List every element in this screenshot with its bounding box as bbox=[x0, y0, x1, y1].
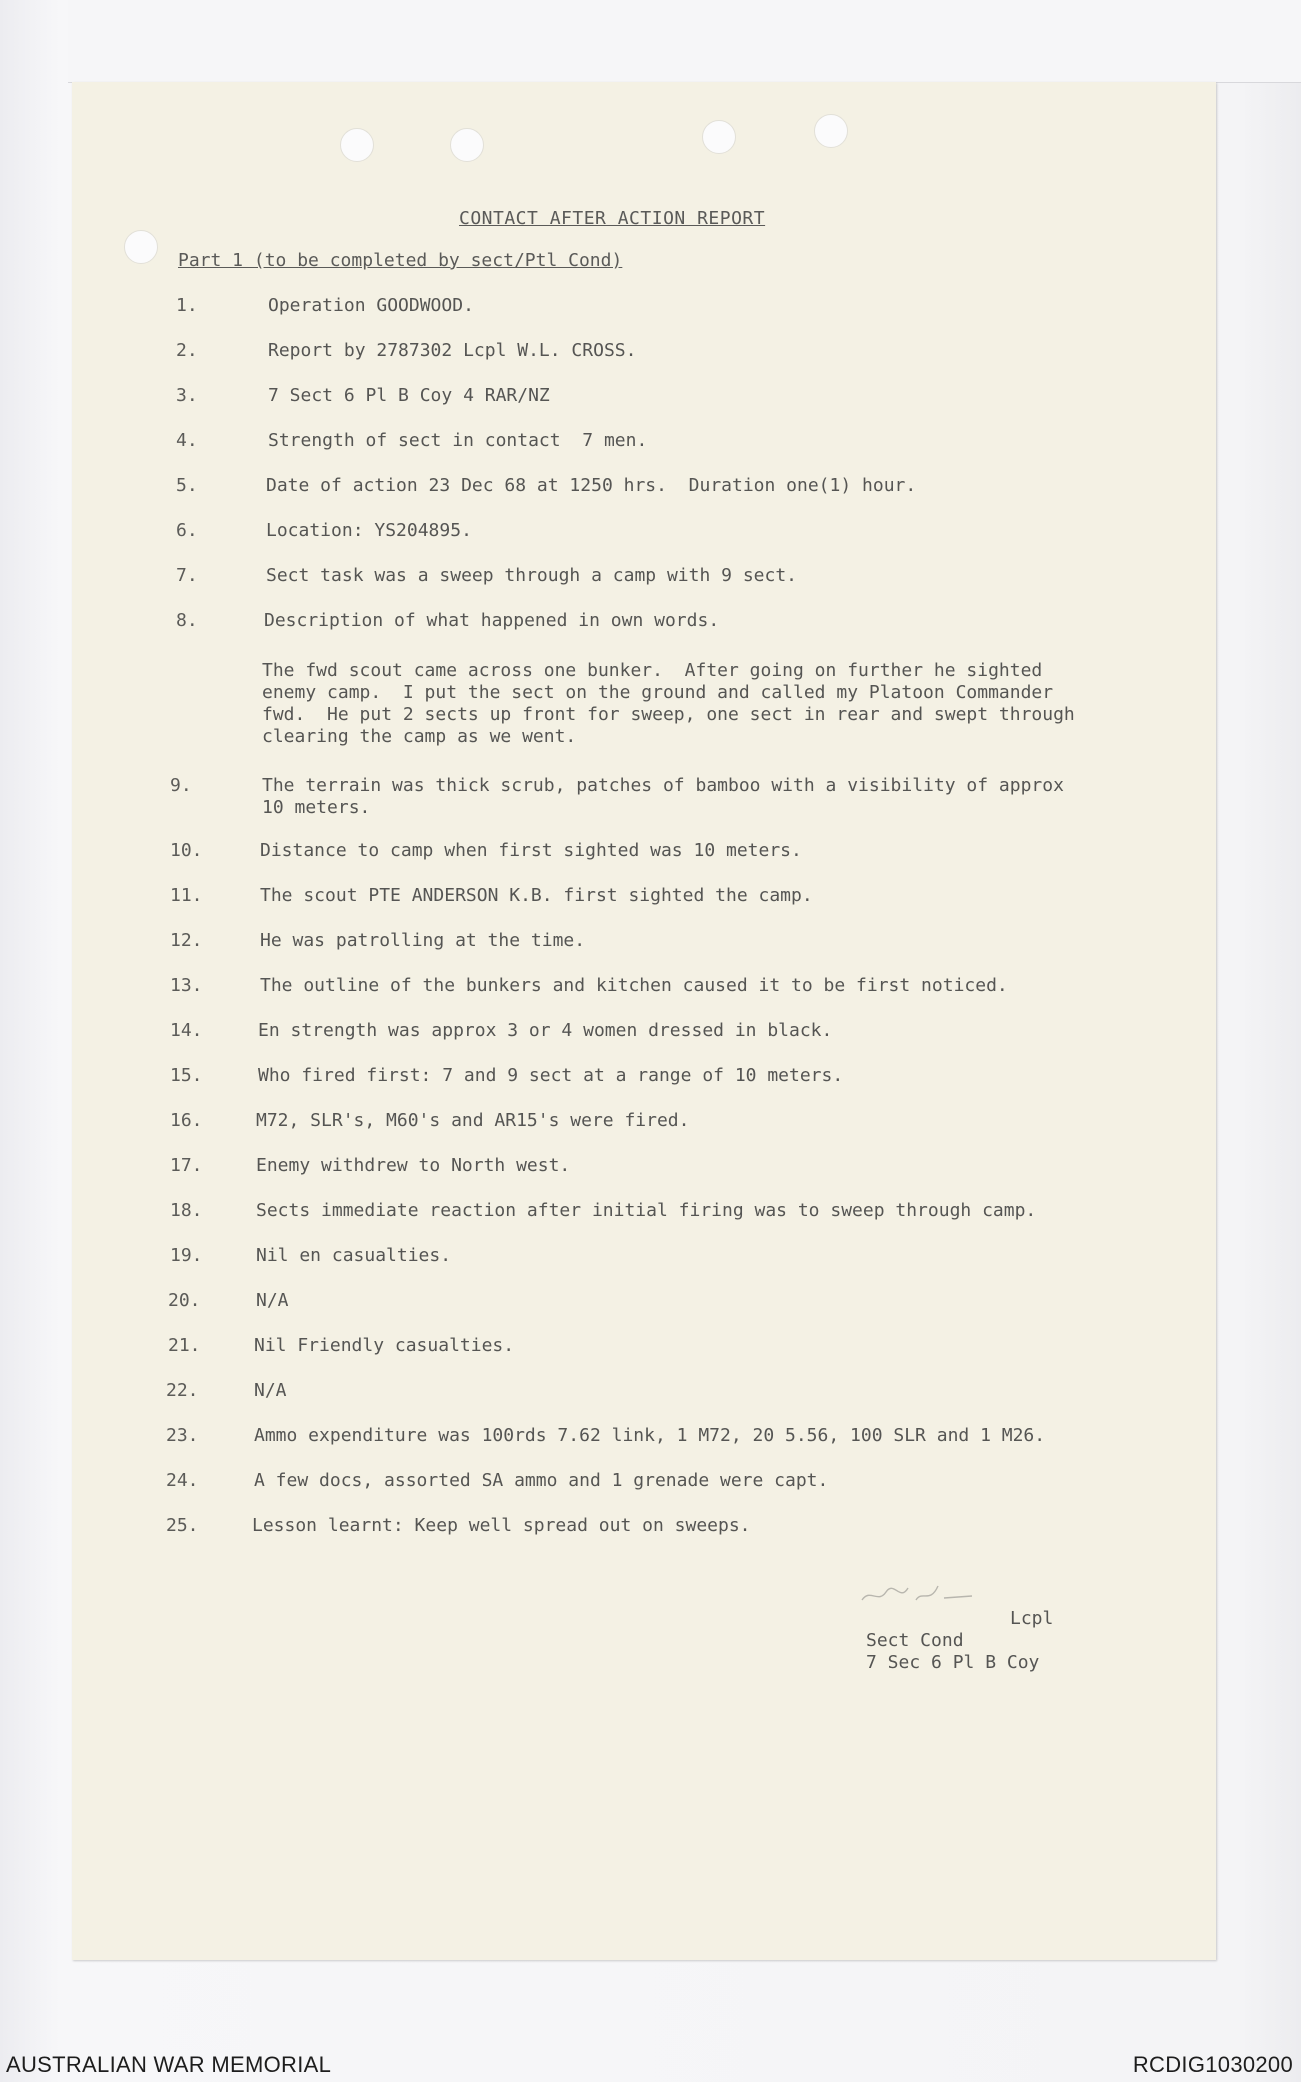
item-text-line: N/A bbox=[254, 1380, 287, 1401]
item-number: 8. bbox=[176, 610, 198, 631]
punch-hole bbox=[702, 120, 736, 154]
item-number: 15. bbox=[170, 1065, 203, 1086]
item-number: 22. bbox=[166, 1380, 199, 1401]
item-text-line: The terrain was thick scrub, patches of bamboo with a visibility of approx bbox=[262, 775, 1064, 796]
footer-record-id: RCDIG1030200 bbox=[1132, 2052, 1293, 2077]
item-text-line: Enemy withdrew to North west. bbox=[256, 1155, 571, 1176]
item-text-line: enemy camp. I put the sect on the ground and called my Platoon Commander bbox=[262, 682, 1054, 703]
item-text-line: Lesson learnt: Keep well spread out on sweeps. bbox=[252, 1515, 751, 1536]
item-text-line: Location: YS204895. bbox=[266, 520, 472, 541]
item-text-line: He was patrolling at the time. bbox=[260, 930, 586, 951]
signature-role: Sect Cond bbox=[866, 1630, 964, 1651]
item-text-line: Strength of sect in contact 7 men. bbox=[268, 430, 648, 451]
item-number: 9. bbox=[170, 775, 192, 796]
item-text-line: The scout PTE ANDERSON K.B. first sighted the camp. bbox=[260, 885, 813, 906]
item-text-line: 10 meters. bbox=[262, 797, 371, 818]
item-number: 14. bbox=[170, 1020, 203, 1041]
punch-hole bbox=[124, 230, 158, 264]
item-number: 10. bbox=[170, 840, 203, 861]
item-text-line: Report by 2787302 Lcpl W.L. CROSS. bbox=[268, 340, 637, 361]
item-text-line: M72, SLR's, M60's and AR15's were fired. bbox=[256, 1110, 690, 1131]
signature-rank: Lcpl bbox=[1010, 1608, 1054, 1629]
item-number: 2. bbox=[176, 340, 198, 361]
item-number: 20. bbox=[168, 1290, 201, 1311]
back-sheet bbox=[68, 0, 1301, 83]
item-text-line: Distance to camp when first sighted was 10 meters. bbox=[260, 840, 802, 861]
item-text-line: clearing the camp as we went. bbox=[262, 726, 577, 747]
item-text-line: Date of action 23 Dec 68 at 1250 hrs. Duration one(1) hour. bbox=[266, 475, 917, 496]
item-number: 25. bbox=[166, 1515, 199, 1536]
item-text-line: Description of what happened in own words. bbox=[264, 610, 720, 631]
item-number: 23. bbox=[166, 1425, 199, 1446]
item-text-line: 7 Sect 6 Pl B Coy 4 RAR/NZ bbox=[268, 385, 550, 406]
item-number: 24. bbox=[166, 1470, 199, 1491]
item-number: 5. bbox=[176, 475, 198, 496]
item-number: 17. bbox=[170, 1155, 203, 1176]
item-text-line: Sects immediate reaction after initial firing was to sweep through camp. bbox=[256, 1200, 1037, 1221]
item-text-line: Nil en casualties. bbox=[256, 1245, 452, 1266]
item-text-line: The outline of the bunkers and kitchen caused it to be first noticed. bbox=[260, 975, 1008, 996]
item-number: 1. bbox=[176, 295, 198, 316]
item-number: 12. bbox=[170, 930, 203, 951]
item-number: 13. bbox=[170, 975, 203, 996]
item-text-line: Who fired first: 7 and 9 sect at a range of 10 meters. bbox=[258, 1065, 844, 1086]
item-text-line: The fwd scout came across one bunker. After going on further he sighted bbox=[262, 660, 1043, 681]
item-number: 21. bbox=[168, 1335, 201, 1356]
item-text-line: A few docs, assorted SA ammo and 1 grenade were capt. bbox=[254, 1470, 829, 1491]
item-number: 11. bbox=[170, 885, 203, 906]
punch-hole bbox=[340, 128, 374, 162]
item-text-line: N/A bbox=[256, 1290, 289, 1311]
signature-unit: 7 Sec 6 Pl B Coy bbox=[866, 1652, 1040, 1673]
report-title: CONTACT AFTER ACTION REPORT bbox=[459, 208, 766, 229]
item-text-line: Operation GOODWOOD. bbox=[268, 295, 474, 316]
punch-hole bbox=[814, 114, 848, 148]
item-number: 6. bbox=[176, 520, 198, 541]
item-text-line: En strength was approx 3 or 4 women dressed in black. bbox=[258, 1020, 833, 1041]
item-number: 18. bbox=[170, 1200, 203, 1221]
item-number: 4. bbox=[176, 430, 198, 451]
item-number: 7. bbox=[176, 565, 198, 586]
footer-archive-name: AUSTRALIAN WAR MEMORIAL bbox=[6, 2052, 332, 2077]
item-number: 19. bbox=[170, 1245, 203, 1266]
part-heading: Part 1 (to be completed by sect/Ptl Cond) bbox=[178, 250, 623, 271]
item-text-line: Nil Friendly casualties. bbox=[254, 1335, 515, 1356]
punch-hole bbox=[450, 128, 484, 162]
item-number: 3. bbox=[176, 385, 198, 406]
item-text-line: fwd. He put 2 sects up front for sweep, one sect in rear and swept through bbox=[262, 704, 1075, 725]
signature-scrawl bbox=[860, 1580, 980, 1608]
item-text-line: Ammo expenditure was 100rds 7.62 link, 1 M72, 20 5.56, 100 SLR and 1 M26. bbox=[254, 1425, 1046, 1446]
item-number: 16. bbox=[170, 1110, 203, 1131]
item-text-line: Sect task was a sweep through a camp with 9 sect. bbox=[266, 565, 798, 586]
